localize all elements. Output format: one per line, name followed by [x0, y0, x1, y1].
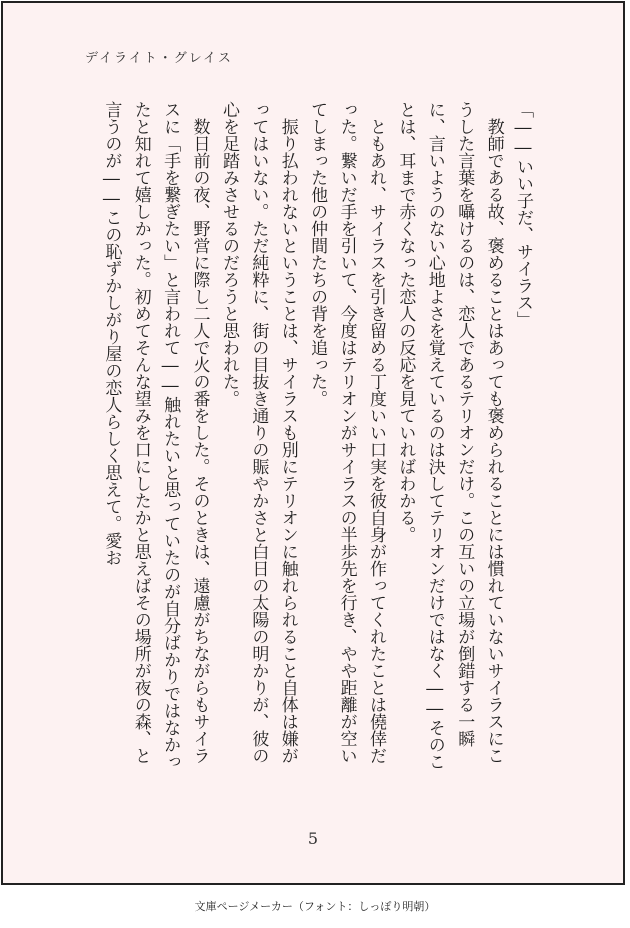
running-header-title: デイライト・グレイス — [85, 51, 233, 66]
paragraph-2: 教師である故、褒めることはあっても褒められることには慣れていないサイラスにこうした言葉を囁けるのは、恋人であるテリオンだけ。この互いの立場が倒錯する一瞬に、言いようのない心地よさを覚えているのは決してテリオンだけではなく――そのことは、耳まで赤くなった恋人の反応を見ていればわかる。 — [395, 101, 504, 770]
paragraph-3: ともあれ、サイラスを引き留める丁度いい口実を彼自身が作ってくれたことは僥倖だった。繋いだ手を引いて、今度はテリオンがサイラスの半歩先を行き、やや距離が空いてしまった他の仲間たちの背を追った。 — [307, 101, 386, 764]
book-page — [1, 1, 625, 885]
paragraph-1: 「――いい子だ、サイラス」 — [513, 101, 533, 328]
page-number: 5 — [307, 829, 319, 848]
body-text — [81, 101, 537, 773]
paragraph-5: 数日前の夜、野営に際し二人で火の番をした。そのときは、遠慮がちながらもサイラスに「手を繋ぎたい」と言われて――触れたいと思っていたのが自分ばかりではなかったと知れて嬉しかった。初めてそんな望みを口にしたかと思えばその場所が夜の森、と言うのが――この恥ずかしがり屋の恋人らしく思えて。愛お — [101, 101, 210, 770]
footer-credit: 文庫ページメーカー（フォント：しっぽり明朝） — [194, 900, 436, 913]
paragraph-4: 振り払われないということは、サイラスも別にテリオンに触れられること自体は嫌がってはいない。ただ純粋に、街の目抜き通りの賑やかさと白日の太陽の明かりが、彼の心を足踏みさせるのだろうと思われた。 — [218, 101, 298, 764]
